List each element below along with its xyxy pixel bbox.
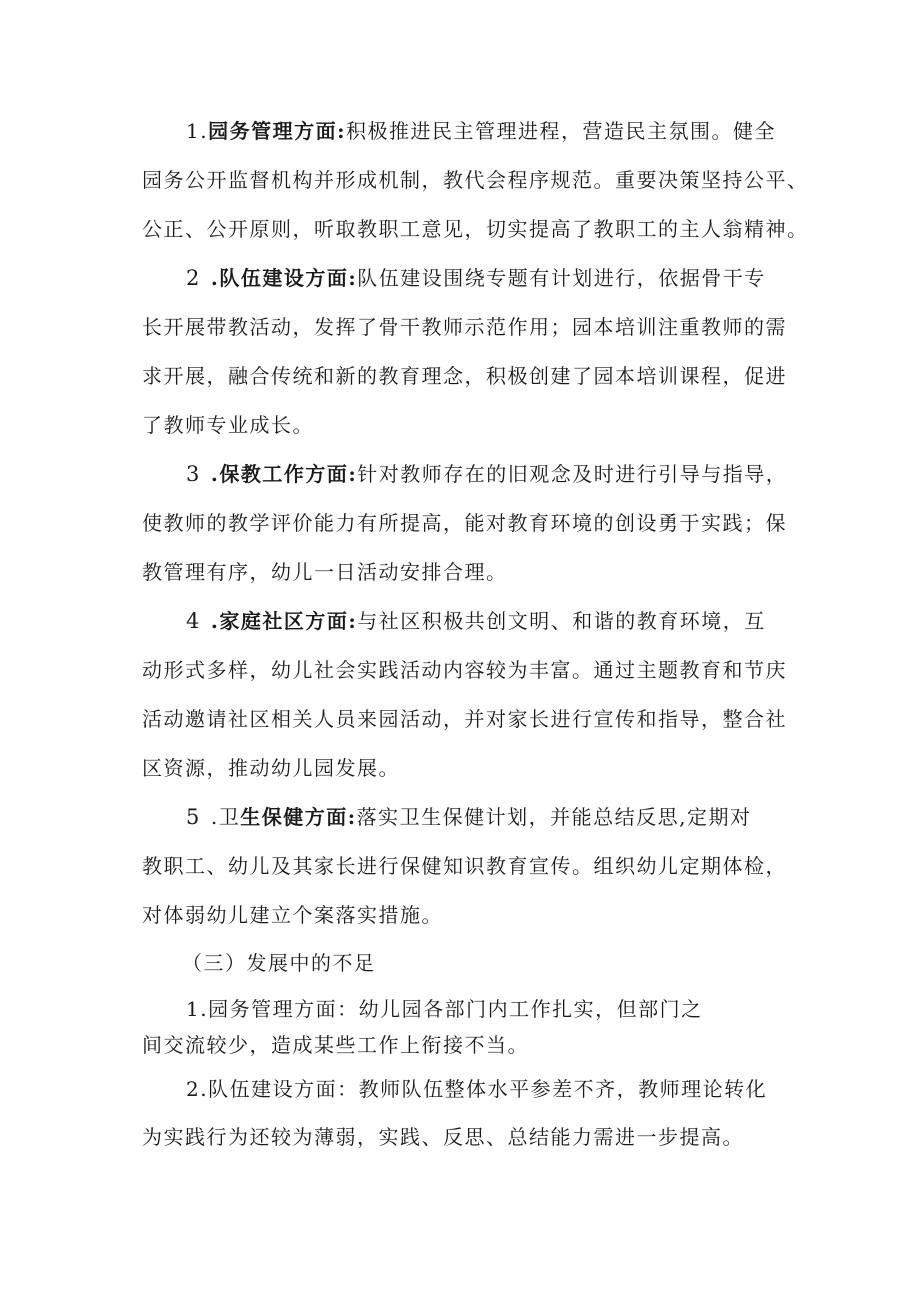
p2-text-1: 队伍建设围绕专题有计划进行，依据骨干专 (357, 266, 766, 290)
q1-line-2: 间交流较少，造成某些工作上衔接不当。 (142, 1033, 529, 1057)
p3-line-3: 教管理有序，幼儿一日活动安排合理。 (142, 560, 508, 584)
q2-line-2: 为实践行为还较为薄弱，实践、反思、总结能力需进一步提高。 (142, 1125, 744, 1149)
q1-line-1: 1.园务管理方面：幼儿园各部门内工作扎实，但部门之 (186, 997, 703, 1021)
p5-title-prefix: .卫 (210, 805, 241, 829)
p1-line-3: 公正、公开原则，听取教职工意见，切实提高了教职工的主人翁精神。 (142, 217, 809, 241)
p3-title: .保教工作方面: (210, 462, 358, 486)
p2-title: .队伍建设方面: (210, 266, 358, 290)
p5-line-2: 教职工、幼儿及其家长进行保健知识教育宣传。组织幼儿定期体检， (142, 854, 787, 878)
q2-line-1: 2.队伍建设方面：教师队伍整体水平参差不齐，教师理论转化 (186, 1077, 768, 1101)
p4-line-3: 活动邀请社区相关人员来园活动，并对家长进行宣传和指导，整合社 (142, 707, 787, 731)
p5-number: 5 (186, 805, 201, 829)
p2-number: 2 (186, 266, 201, 290)
p5-title: 生保健方面: (240, 805, 357, 829)
section-heading: （三）发展中的不足 (182, 951, 376, 975)
p1-line-2: 园务公开监督机构并形成机制，教代会程序规范。重要决策坚持公平、 (142, 168, 809, 192)
p1-number: 1. (186, 119, 209, 143)
p3-number: 3 (186, 462, 201, 486)
p4-text-1: 与社区积极共创文明、和谐的教育环境，互 (357, 609, 766, 633)
p2-line-3: 求开展，融合传统和新的教育理念，积极创建了园本培训课程，促进 (142, 364, 787, 388)
p2-line-4: 了教师专业成长。 (142, 413, 314, 437)
p1-title: 园务管理方面: (208, 119, 346, 143)
p4-line-2: 动形式多样，幼儿社会实践活动内容较为丰富。通过主题教育和节庆 (142, 658, 787, 682)
p5-text-1: 落实卫生保健计划，并能总结反思,定期对 (356, 805, 752, 829)
p4-number: 4 (186, 609, 201, 633)
p4-line-1 (186, 608, 766, 634)
p5-line-1 (186, 804, 751, 830)
p2-line-2: 长开展带教活动，发挥了骨干教师示范作用；园本培训注重教师的需 (142, 315, 787, 339)
p3-line-2: 使教师的教学评价能力有所提高，能对教育环境的创设勇于实践；保 (142, 511, 787, 535)
p1-text-1: 积极推进民主管理进程，营造民主氛围。健全 (345, 119, 776, 143)
p4-title: .家庭社区方面: (210, 609, 358, 633)
p5-line-3: 对体弱幼儿建立个案落实措施。 (142, 903, 443, 927)
p3-line-1 (186, 461, 787, 487)
p2-line-1 (186, 265, 766, 291)
p1-line-1 (186, 118, 776, 144)
p4-line-4: 区资源，推动幼儿园发展。 (142, 756, 400, 780)
p3-text-1: 针对教师存在的旧观念及时进行引导与指导， (357, 462, 788, 486)
